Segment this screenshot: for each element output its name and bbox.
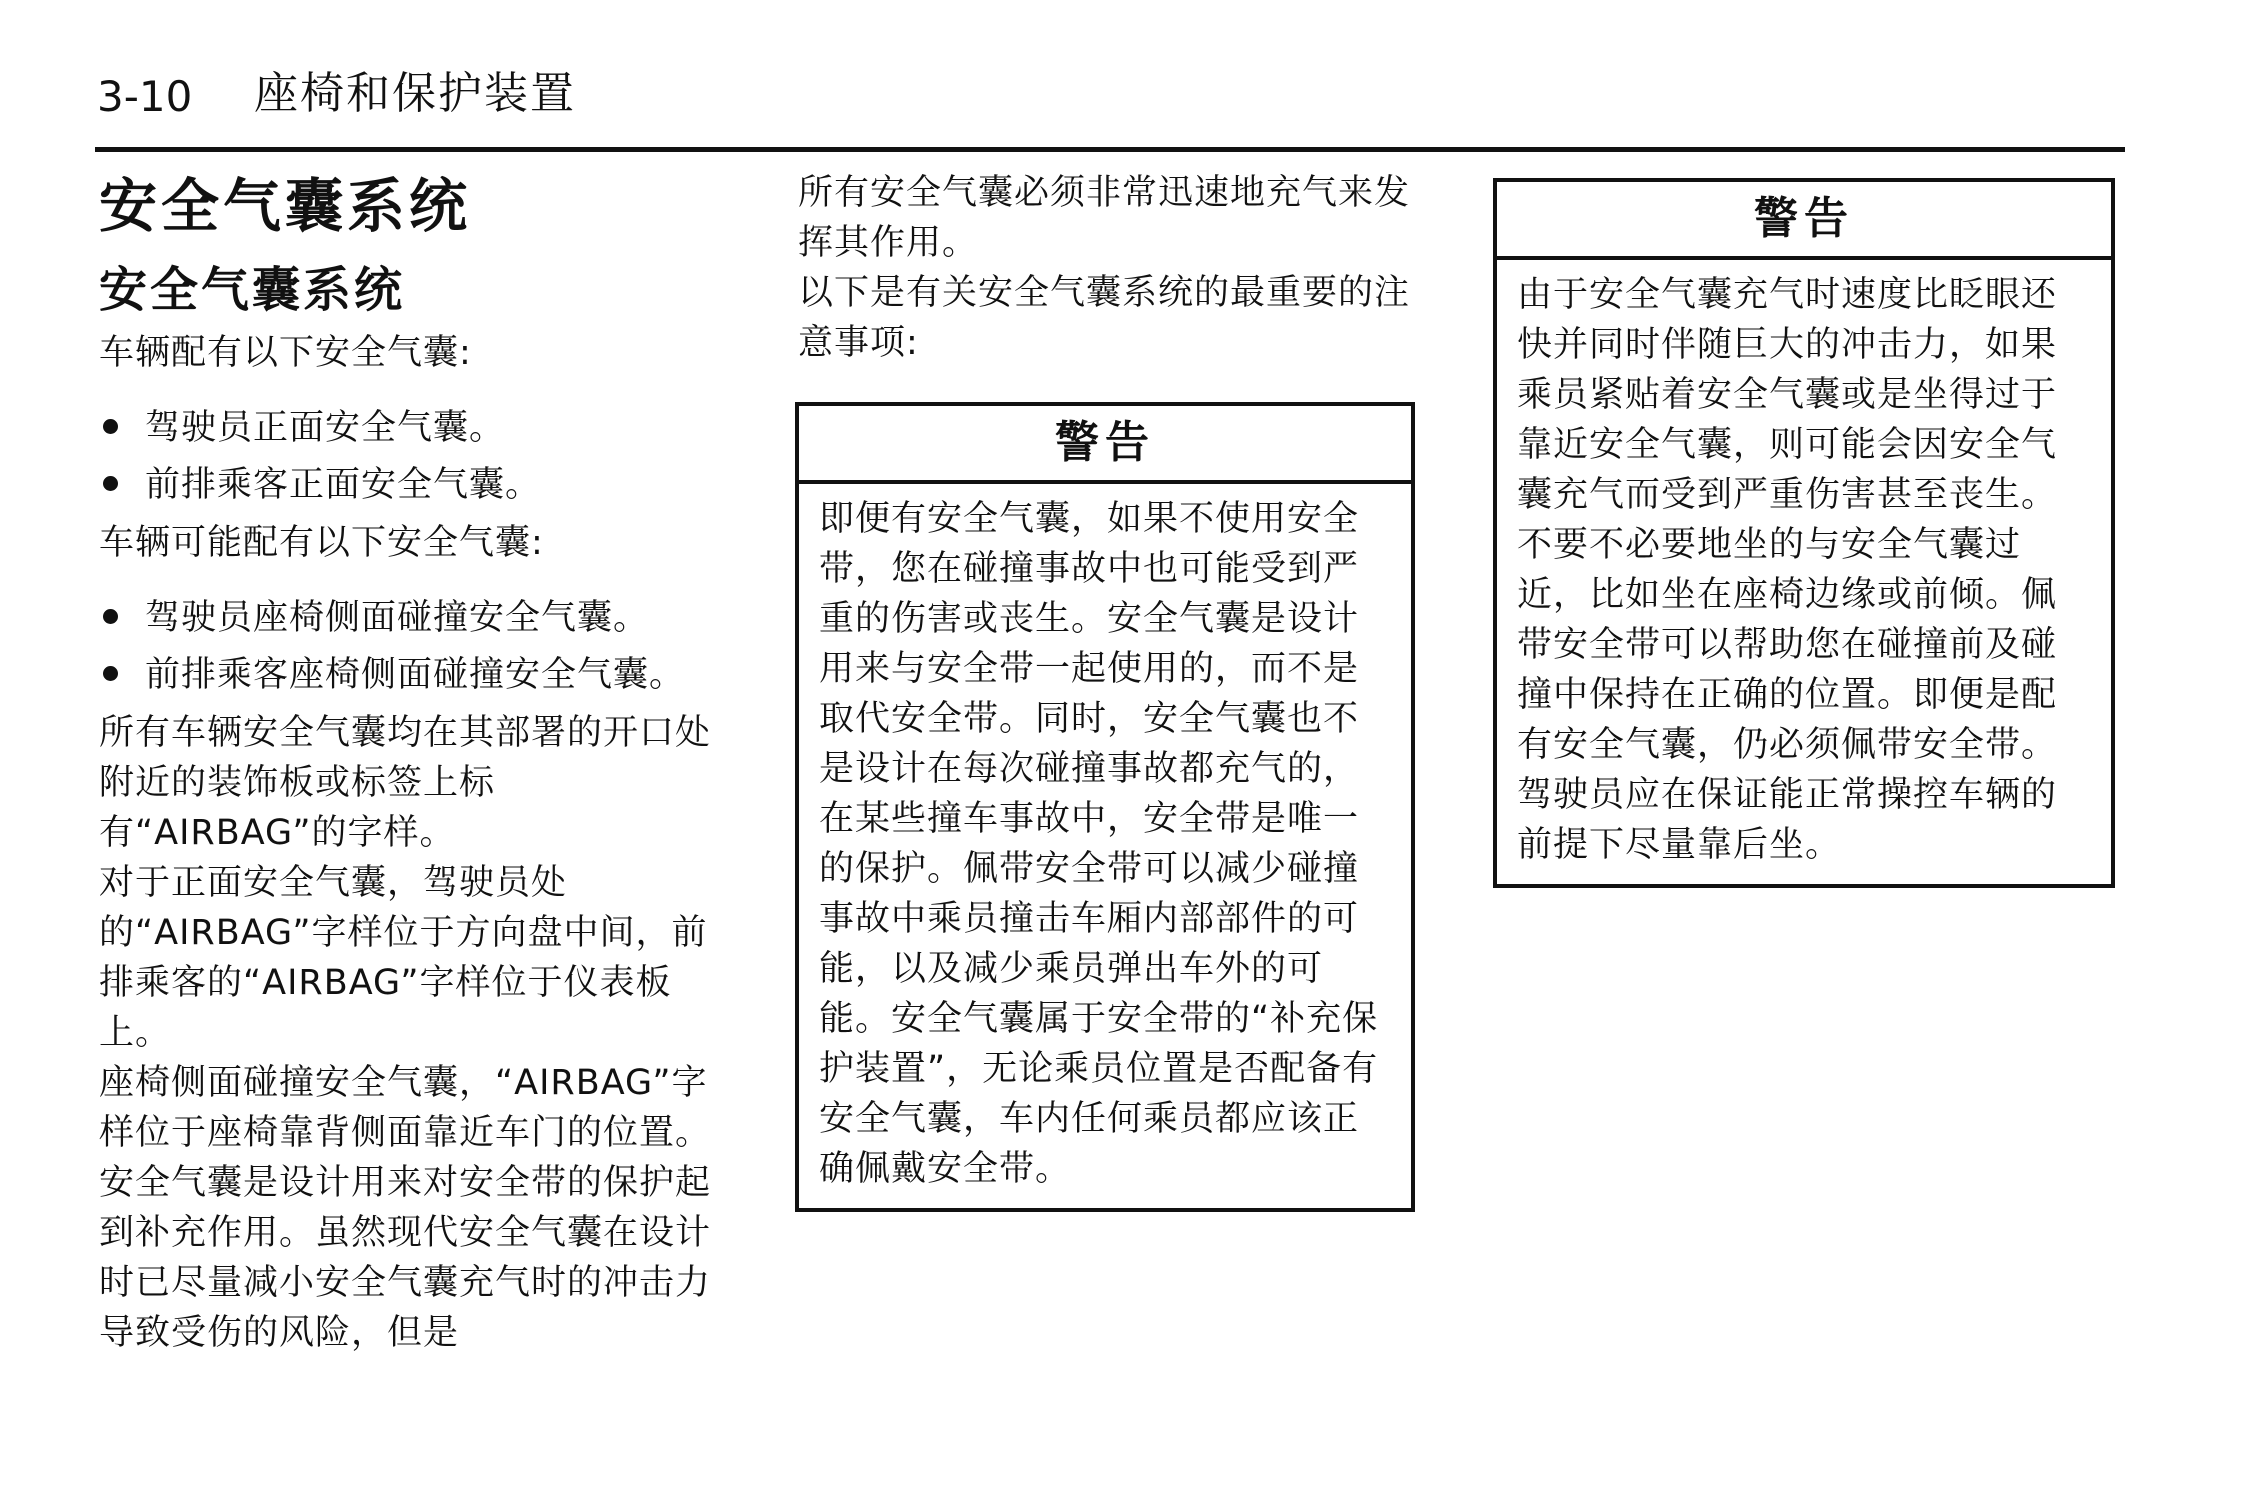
- middle-column: [798, 168, 1418, 368]
- bullet-icon: [103, 666, 118, 681]
- paragraph-frontal-location: 对于正面安全气囊，驾驶员处的“AIRBAG”字样位于方向盘中间，前排乘客的“AIRBAG”字样位于仪表板上。: [99, 863, 708, 1053]
- bullet-icon: [103, 609, 118, 624]
- optional-airbag-list: [99, 590, 729, 704]
- warning-title: 警告: [799, 406, 1411, 484]
- left-column: [99, 168, 729, 1358]
- warning-box-seatbelt: [795, 402, 1415, 1212]
- warning-title: 警告: [1497, 182, 2111, 260]
- page-header: [97, 68, 2127, 150]
- warning-body: 由于安全气囊充气时速度比眨眼还快并同时伴随巨大的冲击力，如果乘员紧贴着安全气囊或是坐得过于靠近安全气囊，则可能会因安全气囊充气而受到严重伤害甚至丧生。不要不必要地坐的与安全气囊过近，比如坐在座椅边缘或前倾。佩带安全带可以帮助您在碰撞前及碰 撞中保持在正确的位置。即便是配有安全气囊，仍必须佩带安全带。驾驶员应在保证能正常操控车辆的前提下尽量靠后坐。: [1517, 275, 2058, 865]
- paragraph-key-notes: 以下是有关安全气囊系统的最重要的注意事项:: [798, 273, 1411, 363]
- page-number: 3-10: [97, 72, 193, 121]
- equipped-airbag-list: [99, 400, 729, 514]
- warning-body: 即便有安全气囊，如果不使用安全带，您在碰撞事故中也可能受到严重的伤害或丧生。安全气囊是设计用来与安全带一起使用的，而不是取代安全带。同时，安全气囊也不是设计在每次碰撞事故都充气的，在某些撞车事故中，安全带是唯一的保护。佩带安全带可以减少碰撞事故中乘员撞击车厢内部部件的可能，以及减少乘员弹出车外的可能。安全气囊属于安全带的“补充保护装置”，无论乘员位置是否配备有安全气囊，车内任何乘员都应该正确佩戴安全带。: [819, 499, 1379, 1189]
- sub-heading: 安全气囊系统: [99, 262, 406, 318]
- bullet-icon: [103, 476, 118, 491]
- list-item-text: 前排乘客座椅侧面碰撞安全气囊。: [145, 655, 686, 695]
- section-title: 座椅和保护装置: [254, 68, 576, 119]
- list-item-text: 驾驶员正面安全气囊。: [145, 408, 506, 448]
- paragraph-supplement: 安全气囊是设计用来对安全带的保护起到补充作用。虽然现代安全气囊在设计时已尽量减小安全气囊充气时的冲击力导致受伤的风险，但是: [99, 1163, 712, 1353]
- header-rule: [95, 147, 2125, 152]
- list-item: [99, 590, 729, 647]
- list-item-text: 前排乘客正面安全气囊。: [145, 465, 542, 505]
- paragraph-airbag-label: 所有车辆安全气囊均在其部署的开口处附近的装饰板或标签上标有“AIRBAG”的字样。: [99, 713, 712, 853]
- list-item-text: 驾驶员座椅侧面碰撞安全气囊。: [145, 598, 650, 638]
- warning-box-seating-distance: [1493, 178, 2115, 888]
- intro-equipped: 车辆配有以下安全气囊:: [99, 333, 472, 373]
- bullet-icon: [103, 419, 118, 434]
- list-item: [99, 457, 729, 514]
- paragraph-inflate-fast: 所有安全气囊必须非常迅速地充气来发挥其作用。: [798, 173, 1411, 263]
- list-item: [99, 647, 729, 704]
- list-item: [99, 400, 729, 457]
- main-heading: 安全气囊系统: [99, 172, 472, 240]
- paragraph-side-location: 座椅侧面碰撞安全气囊，“AIRBAG”字样位于座椅靠背侧面靠近车门的位置。: [99, 1063, 712, 1153]
- intro-optional: 车辆可能配有以下安全气囊:: [99, 523, 544, 563]
